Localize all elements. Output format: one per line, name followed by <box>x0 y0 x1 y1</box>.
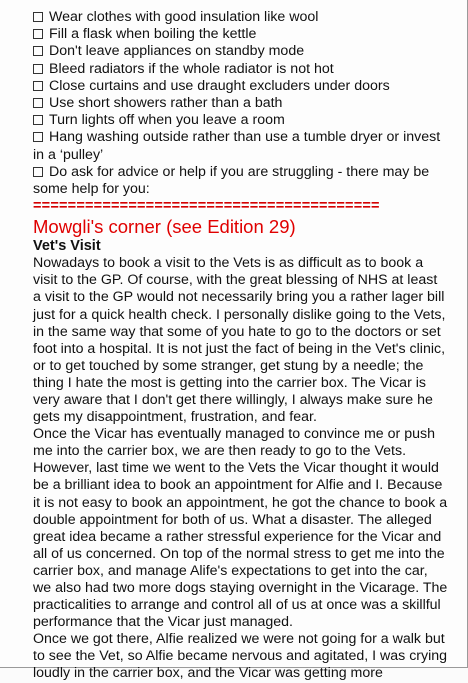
article-title: Vet's Visit <box>33 238 101 255</box>
article-paragraph: Once the Vicar has eventually managed to convince me or push me into the carrier box, we are then ready to go to the Vets. However, last time we went to the Vets the Vicar thought it would be a brilliant idea to book an appointment for Alfie and I. Because it is not easy to book an appointment, he got the chance to book a double appointment for both of us. What a disaster. The alleged great idea became a rather stressful experience for the Vicar and all of us concerned. On top of the normal stress to get me into the carrier box, and manage Alife's expectations to get into the car, we also had two more dogs staying overnight in the Vicarage. The practicalities to arrange and control all of us at once was a skillful performance that the Vicar just managed. <box>33 426 448 631</box>
tip-item <box>33 78 448 95</box>
checkbox-icon <box>33 29 43 39</box>
tip-text: Fill a flask when boiling the kettle <box>49 26 257 43</box>
tip-text: Do ask for advice or help if you are struggling - there may be some help for you: <box>33 163 430 198</box>
checkbox-icon <box>33 167 43 177</box>
tip-text: Turn lights off when you leave a room <box>49 112 285 129</box>
tip-text: Don't leave appliances on standby mode <box>49 43 305 60</box>
checkbox-icon <box>33 64 43 74</box>
article-paragraph: Nowadays to book a visit to the Vets is as difficult as to book a visit to the GP. Of course, with the great blessing of NHS at least a visit to the GP would not necessarily bring you a rather lager bill just for a quick health check. I personally dislike going to the Vets, in the same way that some of you hate to go to the doctors or set foot into a hospital. It is not just the fact of being in the Vet's clinic, or to get touched by some stranger, get stung by a needle; the thing I hate the most is getting into the carrier box. The Vicar is very aware that I don't get there willingly, I always make sure he gets my disappointment, frustration, and fear. <box>33 255 446 426</box>
tip-text: Wear clothes with good insulation like wool <box>49 9 319 25</box>
tip-item <box>33 129 448 163</box>
checkbox-icon <box>33 46 43 56</box>
checkbox-icon <box>33 12 43 22</box>
tip-item <box>33 112 448 129</box>
checkbox-icon <box>33 132 43 142</box>
checkbox-icon <box>33 115 43 125</box>
tips-list <box>33 9 448 198</box>
tip-item <box>33 43 448 60</box>
tip-item <box>33 26 448 43</box>
article-paragraph: Once we got there, Alfie realized we were not going for a walk but to see the Vet, so Alfie became nervous and agitated, I was crying loudly in the carrier box, and the Vicar was getting more <box>33 631 448 682</box>
section-title: Mowgli's corner (see Edition 29) <box>33 216 296 238</box>
section-divider: ======================================== <box>33 199 380 215</box>
checkbox-icon <box>33 98 43 108</box>
checkbox-icon <box>33 81 43 91</box>
article-body <box>33 255 448 682</box>
tip-item <box>33 164 448 198</box>
tip-text: Close curtains and use draught excluders under doors <box>49 77 390 94</box>
page-content <box>33 9 448 683</box>
tip-text: Bleed radiators if the whole radiator is not hot <box>49 60 334 77</box>
tip-text: Use short showers rather than a bath <box>49 95 283 112</box>
tip-text: Hang washing outside rather than use a tumble dryer or invest in a ‘pulley’ <box>33 129 441 163</box>
tip-item <box>33 95 448 112</box>
tip-item <box>33 9 448 26</box>
tip-item <box>33 61 448 78</box>
